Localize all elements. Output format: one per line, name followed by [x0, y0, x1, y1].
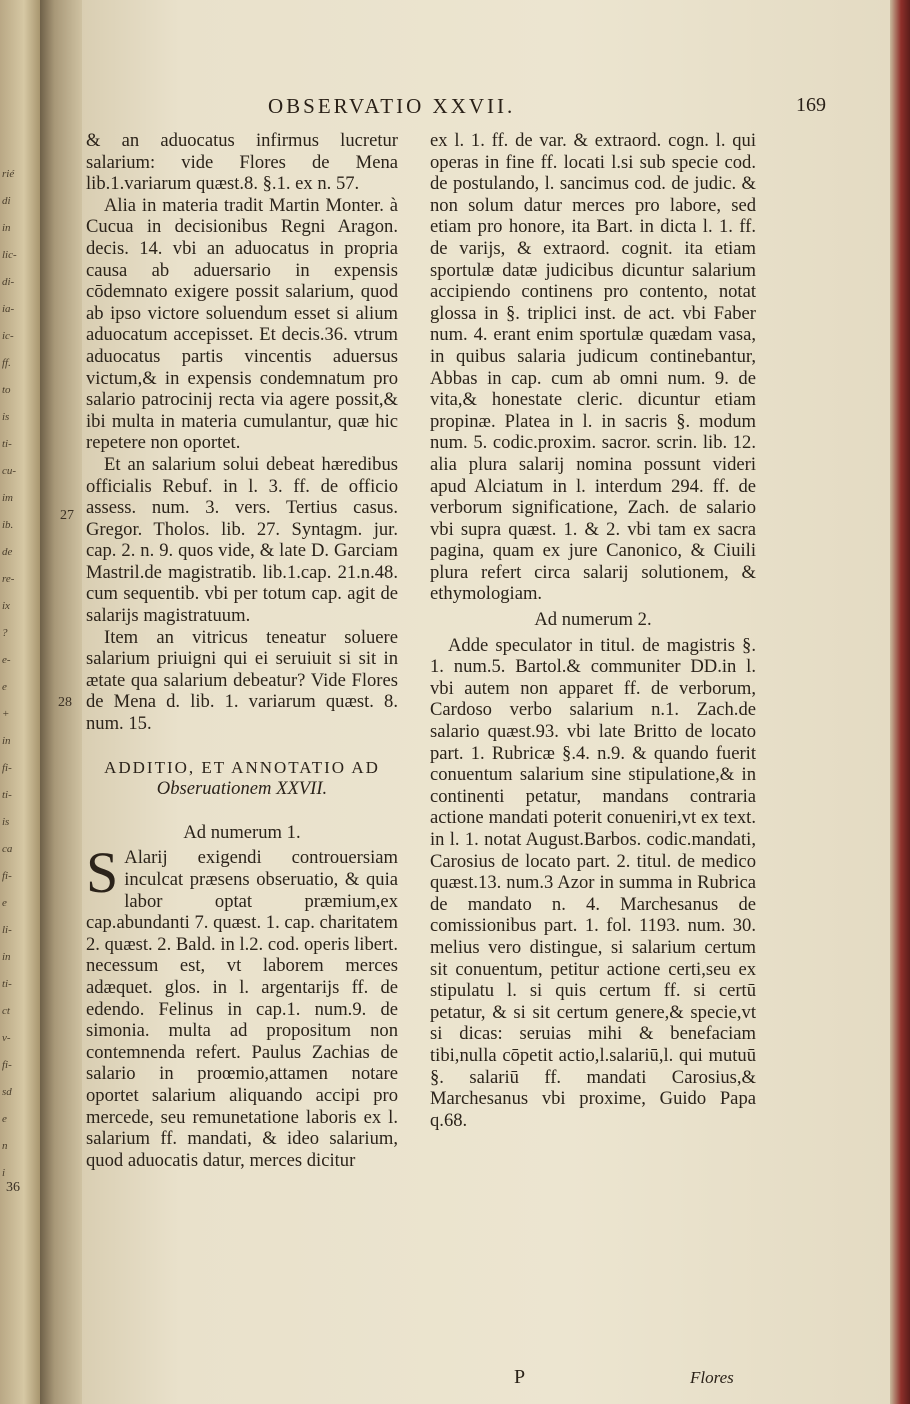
facing-page-fragment: re- [2, 573, 15, 585]
facing-page-fragment: ? [2, 627, 8, 639]
facing-page-fragment: ff. [2, 357, 11, 369]
margin-number-36: 36 [6, 1180, 20, 1195]
facing-page-fragment: ti- [2, 438, 12, 450]
margin-number-28: 28 [58, 695, 72, 710]
subsection-heading: Ad numerum 2. [534, 609, 652, 631]
facing-page-fragment: e [2, 1113, 7, 1125]
facing-page-fragment: ix [2, 600, 10, 612]
facing-page-fragment: fi- [2, 1059, 12, 1071]
left-column [86, 130, 398, 1171]
facing-page-fragment: + [2, 708, 10, 720]
margin-number-27: 27 [60, 508, 74, 523]
facing-page-fragment: rié [2, 168, 15, 180]
facing-page-fragment: ti- [2, 978, 12, 990]
facing-page-fragment: ia- [2, 303, 15, 315]
running-head: OBSERVATIO XXVII. [268, 94, 516, 118]
facing-page-fragment: ct [2, 1005, 10, 1017]
facing-page-fragment: di- [2, 276, 15, 288]
paragraph: Item an vitricus teneatur soluere salarium priuigni qui ei seruiuit si sit in ætate qua salarium debeatur? Vide Flores de Mena d. lib. 1. variarum quæst. 8. num. 15. [86, 626, 398, 735]
signature-mark: P [514, 1366, 526, 1388]
paragraph [86, 840, 398, 1171]
facing-page-fragment: di [2, 195, 11, 207]
facing-page-fragment: sd [2, 1086, 12, 1098]
catchword: Flores [690, 1368, 734, 1387]
page-number: 169 [796, 94, 826, 116]
facing-page-fragment: e- [2, 654, 11, 666]
facing-page-fragment: in [2, 222, 11, 234]
section-subheading: Obseruationem XXVII. [156, 778, 328, 800]
facing-page-fragment: ib. [2, 519, 14, 531]
facing-page-fragment: n [2, 1140, 8, 1152]
facing-page-fragment: e [2, 897, 7, 909]
facing-page-fragment: im [2, 492, 13, 504]
facing-page-fragment: e [2, 681, 7, 693]
facing-page-fragment: v- [2, 1032, 11, 1044]
facing-page-fragment: fi- [2, 870, 12, 882]
paragraph: & an aduocatus infirmus lucretur salarium: vide Flores de Mena lib.1.variarum quæst.8. §.1. ex n. 57. [86, 130, 398, 195]
facing-page-fragment: is [2, 411, 10, 423]
facing-page-fragment: ca [2, 843, 13, 855]
drop-cap: S [86, 840, 119, 906]
facing-page-fragment: lic- [2, 249, 17, 261]
right-column [430, 130, 756, 1131]
facing-page-fragment: li- [2, 924, 12, 936]
paragraph: Et an salarium solui debeat hæredibus officialis Rebuf. in l. 3. ff. de officio assess. num. 3. vers. Tertius casus. Gregor. Tholos. lib. 27. Syntagm. jur. cap. 2. n. 9. quos vide, & late D. Garciam Mastril.de magistratib. lib.1.cap. 21.n.48. cum sequentib. vbi per totum cap. agit de salarijs magistratuum. [86, 453, 398, 627]
paragraph: Adde speculator in titul. de magistris §. 1. num.5. Bartol.& communiter DD.in l. vbi autem non apparet ff. de verborum, Cardoso verbo salarium n.1. Zach.de salario quæst.93. vbi late Britto de locato part. 1. Rubricæ §.4. n.9. & quando fuerit conuentum salarium sine stipulatione,& in continenti petatur, mandans contraria actione mandati poterit conueniri,vt ex text. in l. 1. notat August.Barbos. codic.mandati, Carosius de locato part. 2. titul. de medico quæst.13. num.3 Azor in summa in Rubrica de mandato n. 4. Marchesanus de comissionibus part. 1. fol. 1193. num. 30. melius vero distingue, si salarium certum sit conuentum, petitur actione certi,seu ex stipulatu l. si quis certum ff. si certū petatur, & si sit certum genere,& specie,vt si dicas: seruias mihi & benefaciam tibi,nulla cōpetit actio,l.salariū,l. qui mutuū §. salariū ff. mandati Carosius,& Marchesanus vbi proxime, Guido Papa q.68. [430, 634, 756, 1131]
facing-page-fragment: in [2, 951, 11, 963]
facing-page-fragment: to [2, 384, 11, 396]
section-heading: ADDITIO, ET ANNOTATIO AD [104, 757, 380, 777]
facing-page-fragment: i [2, 1167, 6, 1179]
facing-page-fragment: cu- [2, 465, 17, 477]
facing-page-fragment: de [2, 546, 13, 558]
subsection-heading: Ad numerum 1. [183, 821, 301, 843]
paragraph: Alia in materia tradit Martin Monter. à Cucua in decisionibus Regni Aragon. decis. 14. vbi an aduocatus in propria causa ab aduersario in expensis cōdemnato exigere possit salarium, quod ab ipso victore soluendum esset si alium aduocatum accepisset. Et decis.36. vtrum aduocatus partis vincentis aduersus victum,& in expensis condemnatum pro salario patrocinij recta via agere possit,& ibi multa in materia cumulantur, quæ hic repetere non oportet. [86, 194, 398, 454]
page-edge [890, 0, 910, 1404]
paragraph: ex l. 1. ff. de var. & extraord. cogn. l. qui operas in fine ff. locati l.si sub specie cod. de postulando, l. sancimus cod. de judic. & non solum datur merces pro labore, sed etiam pro honore, ita Bart. in dicta l. 1. ff. de varijs, & extraord. cognit. ita etiam sportulæ datæ judicibus dicuntur salarium accipiendo continens pro contento, notat glossa in §. triplici inst. de act. vbi Faber num. 4. erant enim sportulæ quædam vasa, in quibus salaria judicum continebantur, Abbas in cap. cum ab omni num. 9. de vita,& honestate cleric. dicuntur etiam propinæ. Platea in l. in sacris §. modum num. 5. codic.proxim. sacror. scrin. lib. 12. alia plura salarij nomina possunt videri apud Alciatum in l. interdum 294. ff. de verborum significatione, Zach. de salario vbi supra quæst. 1. & 2. vbi tam ex sacra pagina, quam ex jure Canonico, & Ciuili plura refert circa salarij solutionem, & ethymologiam. [430, 130, 756, 605]
facing-page-fragment: in [2, 735, 11, 747]
facing-page-fragment: fi- [2, 762, 12, 774]
facing-page-fragment: is [2, 816, 10, 828]
facing-page-fragment: ti- [2, 789, 12, 801]
paragraph-text: Alarij exigendi controuersiam inculcat præsens obseruatio, & quia labor optat præmium,ex cap.abundanti 7. quæst. 1. cap. charitatem 2. quæst. 2. Bald. in l.2. cod. operis libert. necessum est, vt laborem merces adæquet. glos. in l. argentarijs ff. de edendo. Felinus in cap.1. num.9. de simonia. multa ad propositum non contemnenda refert. Paulus Zachias de salario in proœmio,attamen notare oportet salarium aliquando accipi pro mercede, seu remunetatione laboris ex l. salarium ff. mandati, & ideo salarium, quod aduocatis datur, merces dicitur [86, 847, 398, 1171]
facing-page-fragment: ic- [2, 330, 14, 342]
